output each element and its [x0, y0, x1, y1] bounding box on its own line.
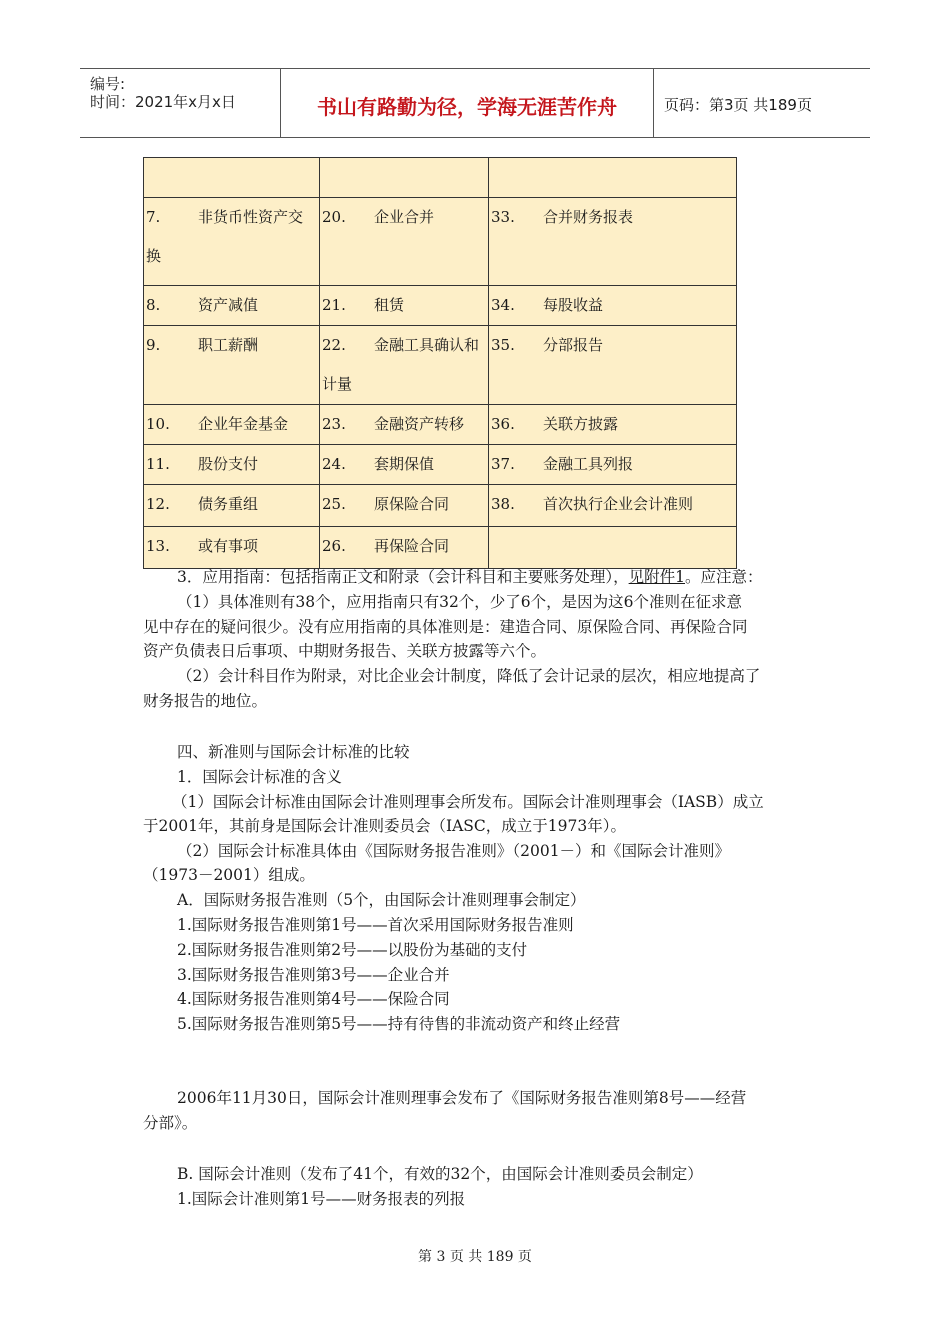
- table-cell: [489, 198, 737, 286]
- item-number: 34.: [491, 296, 515, 314]
- table-cell: [489, 326, 737, 405]
- table-cell: [489, 286, 737, 326]
- table-cell: [320, 485, 489, 527]
- item-number: 8.: [146, 296, 161, 314]
- list-item: 5.国际财务报告准则第5号——持有待售的非流动资产和终止经营: [177, 1015, 621, 1033]
- item-number: 36.: [491, 415, 515, 433]
- item-number: 33.: [491, 208, 515, 226]
- item-name: 套期保值: [374, 455, 435, 473]
- table-cell: [489, 485, 737, 527]
- item-name-cont: 计量: [322, 375, 353, 393]
- text-line: 2006年11月30日，国际会计准则理事会发布了《国际财务报告准则第8号——经营: [177, 1089, 747, 1107]
- standards-table: [143, 157, 737, 569]
- item-number: 11.: [146, 455, 170, 473]
- table-cell: [144, 326, 320, 405]
- item-number: 37.: [491, 455, 515, 473]
- table-cell: [320, 198, 489, 286]
- text-line: 3．应用指南：包括指南正文和附录（会计科目和主要账务处理），: [177, 568, 629, 586]
- header-meta-cell: [80, 69, 281, 137]
- item-name: 资产减值: [198, 296, 259, 314]
- item-number: 24.: [322, 455, 346, 473]
- item-name: 非货币性资产交: [198, 208, 304, 226]
- item-name-cont: 换: [146, 247, 162, 265]
- text-line: （2）国际会计标准具体由《国际财务报告准则》（2001－）和《国际会计准则》: [177, 842, 731, 860]
- table-row: [144, 405, 737, 445]
- text-line: 于2001年，其前身是国际会计准则委员会（IASC，成立于1973年）。: [143, 817, 626, 835]
- text-line: 资产负债表日后事项、中期财务报告、关联方披露等六个。: [143, 642, 547, 660]
- time-label: 时间：2021年x月x日: [90, 93, 236, 111]
- text-line: （2）会计科目作为附录，对比企业会计制度，降低了会计记录的层次，相应地提高了: [177, 667, 761, 685]
- paragraph-guideline: [177, 565, 763, 589]
- item-name: 首次执行企业会计准则: [543, 495, 694, 513]
- table-cell: [489, 445, 737, 485]
- item-name: 租赁: [374, 296, 405, 314]
- item-name: 分部报告: [543, 336, 604, 354]
- item-name: 再保险合同: [374, 537, 450, 555]
- table-row: [144, 198, 737, 286]
- page-info: 页码：第3页 共189页: [664, 96, 812, 114]
- table-row: [144, 445, 737, 485]
- table-cell: [320, 158, 489, 198]
- subsection-heading: 1．国际会计标准的含义: [177, 768, 342, 786]
- attachment-link[interactable]: 见附件1: [628, 568, 685, 586]
- table-cell: [320, 527, 489, 569]
- table-cell: [144, 445, 320, 485]
- serial-label: 编号:: [90, 75, 126, 93]
- page-footer: 第 3 页 共 189 页: [418, 1249, 532, 1265]
- header-page-cell: [654, 69, 870, 137]
- table-cell: [489, 158, 737, 198]
- item-number: 12.: [146, 495, 170, 513]
- item-name: 原保险合同: [374, 495, 450, 513]
- table-row: [144, 326, 737, 405]
- item-name: 债务重组: [198, 495, 259, 513]
- list-item: 2.国际财务报告准则第2号——以股份为基础的支付: [177, 941, 528, 959]
- table-row: [144, 527, 737, 569]
- table-cell: [320, 445, 489, 485]
- item-name: 关联方披露: [543, 415, 619, 433]
- header-motto-cell: [281, 69, 654, 137]
- table-row: [144, 286, 737, 326]
- item-number: 21.: [322, 296, 346, 314]
- text-line: 分部》。: [143, 1114, 198, 1132]
- item-name: 企业合并: [374, 208, 435, 226]
- text-line: 财务报告的地位。: [143, 692, 268, 710]
- item-number: 13.: [146, 537, 170, 555]
- item-name: 每股收益: [543, 296, 604, 314]
- table-cell: [489, 527, 737, 569]
- text-line: （1）具体准则有38个，应用指南只有32个，少了6个，是因为这6个准则在征求意: [177, 593, 743, 611]
- item-name: 金融工具列报: [543, 455, 634, 473]
- table-cell: [144, 198, 320, 286]
- table-cell: [320, 405, 489, 445]
- item-name: 职工薪酬: [198, 336, 259, 354]
- item-number: 20.: [322, 208, 346, 226]
- item-name: 金融工具确认和: [374, 336, 480, 354]
- table-cell: [320, 286, 489, 326]
- item-number: 7.: [146, 208, 161, 226]
- item-number: 9.: [146, 336, 161, 354]
- list-heading: A．国际财务报告准则（5个，由国际会计准则理事会制定）: [177, 891, 586, 909]
- item-number: 23.: [322, 415, 346, 433]
- table-cell: [489, 405, 737, 445]
- item-name: 合并财务报表: [543, 208, 634, 226]
- item-number: 26.: [322, 537, 346, 555]
- table-cell: [144, 527, 320, 569]
- table-cell: [144, 405, 320, 445]
- section-heading: 四、新准则与国际会计标准的比较: [177, 743, 410, 761]
- text-line: 见中存在的疑问很少。没有应用指南的具体准则是：建造合同、原保险合同、再保险合同: [143, 618, 748, 636]
- item-name: 金融资产转移: [374, 415, 465, 433]
- item-number: 35.: [491, 336, 515, 354]
- list-heading: B. 国际会计准则（发布了41个，有效的32个，由国际会计准则委员会制定）: [177, 1165, 703, 1183]
- list-item: 3.国际财务报告准则第3号——企业合并: [177, 966, 450, 984]
- motto: 书山有路勤为径，学海无涯苦作舟: [317, 95, 617, 119]
- table-row: [144, 485, 737, 527]
- list-item: 1.国际会计准则第1号——财务报表的列报: [177, 1190, 466, 1208]
- item-number: 10.: [146, 415, 170, 433]
- page-header: [80, 68, 870, 138]
- item-name: 或有事项: [198, 537, 259, 555]
- table-cell: [144, 158, 320, 198]
- text-line: （1）国际会计标准由国际会计准则理事会所发布。国际会计准则理事会（IASB）成立: [172, 793, 764, 811]
- text-line: 。应注意：: [685, 568, 763, 586]
- list-item: 4.国际财务报告准则第4号——保险合同: [177, 990, 450, 1008]
- table-cell: [144, 286, 320, 326]
- item-number: 22.: [322, 336, 346, 354]
- table-cell: [320, 326, 489, 405]
- item-name: 企业年金基金: [198, 415, 289, 433]
- item-name: 股份支付: [198, 455, 259, 473]
- table-cell: [144, 485, 320, 527]
- list-item: 1.国际财务报告准则第1号——首次采用国际财务报告准则: [177, 916, 574, 934]
- item-number: 25.: [322, 495, 346, 513]
- table-row: [144, 158, 737, 198]
- item-number: 38.: [491, 495, 515, 513]
- text-line: （1973－2001）组成。: [143, 866, 315, 884]
